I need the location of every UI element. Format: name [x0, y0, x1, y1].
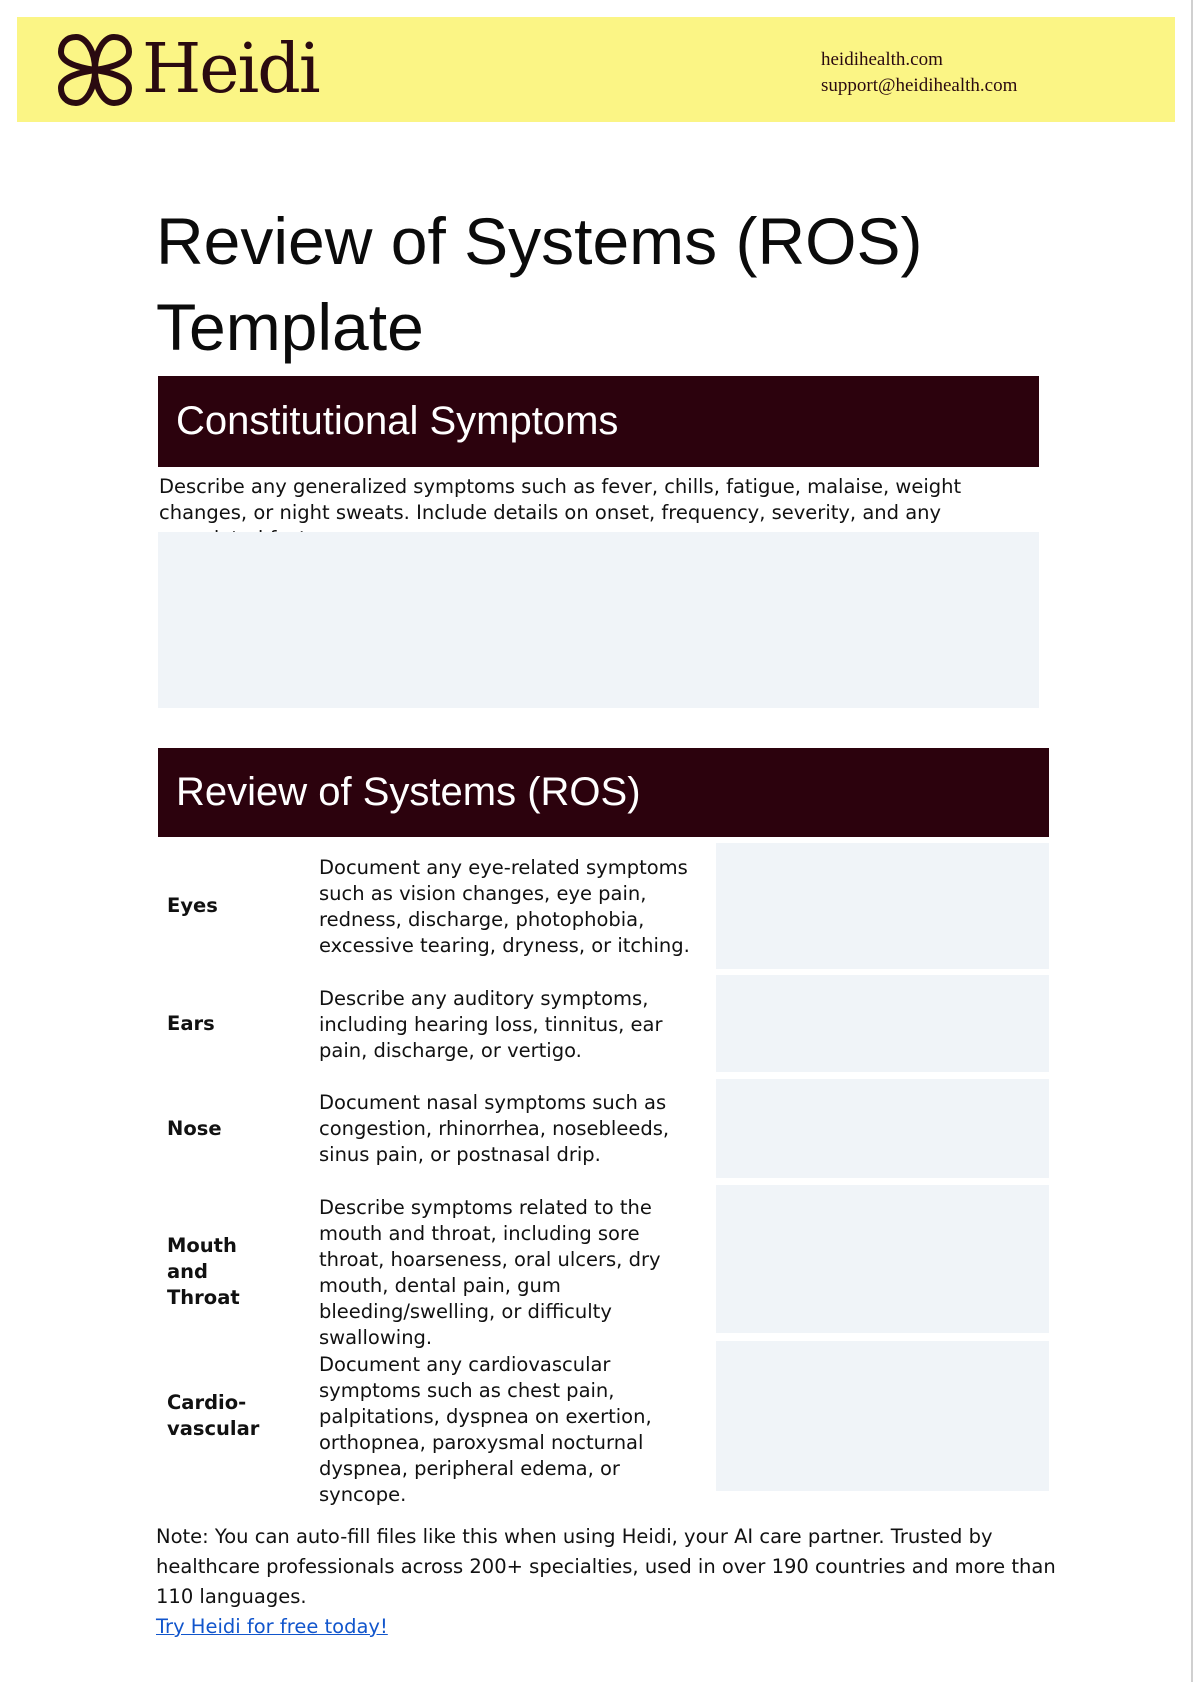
- page-title: Review of Systems (ROS) Template: [156, 204, 923, 364]
- heidi-logo[interactable]: [56, 31, 376, 109]
- constitutional-description: Describe any generalized symptoms such as fever, chills, fatigue, malaise, weight changes, or night sweats. Include details on onset, frequency, severity, and any: [159, 475, 962, 524]
- row-input-cardiovascular[interactable]: [716, 1341, 1049, 1491]
- footer-note: [156, 1522, 1056, 1642]
- row-input-nose[interactable]: [716, 1079, 1049, 1178]
- ros-section-heading: Review of Systems (ROS): [158, 748, 1049, 837]
- row-label-ears: Ears: [167, 1012, 215, 1035]
- row-label-nose: Nose: [167, 1117, 222, 1140]
- row-description-cardiovascular: Document any cardiovascular symptoms such as chest pain, palpitations, dyspnea on exertion, orthopnea, paroxysmal nocturnal dyspnea, peripheral edema, or syncope.: [319, 1353, 652, 1506]
- constitutional-section-heading: Constitutional Symptoms: [158, 376, 1039, 467]
- row-input-mouth-throat[interactable]: [716, 1185, 1049, 1333]
- page-edge-divider: [1191, 0, 1193, 1682]
- contact-info: [821, 47, 1017, 99]
- row-description-mouth-throat: Describe symptoms related to the mouth and throat, including sore throat, hoarseness, oral ulcers, dry mouth, dental pain, gum bleeding/swelling, or difficulty swallowing.: [319, 1196, 661, 1349]
- row-input-ears[interactable]: [716, 975, 1049, 1072]
- page-header: [17, 17, 1175, 122]
- row-description-ears: Describe any auditory symptoms, including hearing loss, tinnitus, ear pain, discharge, or vertigo.: [319, 987, 663, 1062]
- row-description-nose: Document nasal symptoms such as congestion, rhinorrhea, nosebleeds, sinus pain, or postnasal drip.: [319, 1091, 670, 1166]
- brand-name: Heidi: [142, 30, 319, 109]
- heidi-knot-logo-icon: [56, 31, 134, 109]
- support-email-link[interactable]: support@heidihealth.com: [821, 75, 1018, 96]
- row-label-cardiovascular: Cardio-vascular: [167, 1391, 260, 1440]
- try-heidi-link[interactable]: Try Heidi for free today!: [156, 1615, 388, 1638]
- website-link[interactable]: heidihealth.com: [821, 49, 943, 70]
- row-input-eyes[interactable]: [716, 843, 1049, 969]
- row-label-eyes: Eyes: [167, 894, 218, 917]
- row-label-mouth-throat: Mouth and Throat: [167, 1234, 240, 1309]
- note-text: Note: You can auto-fill files like this when using Heidi, your AI care partner. Trusted by healthcare professionals across 200+ specialties, used in over 190 countries and more than 110 languages.: [156, 1525, 1056, 1608]
- row-description-eyes: Document any eye-related symptoms such as vision changes, eye pain, redness, discharge, photophobia, excessive tearing, dryness, or itching.: [319, 856, 690, 957]
- constitutional-input-area[interactable]: [158, 532, 1039, 708]
